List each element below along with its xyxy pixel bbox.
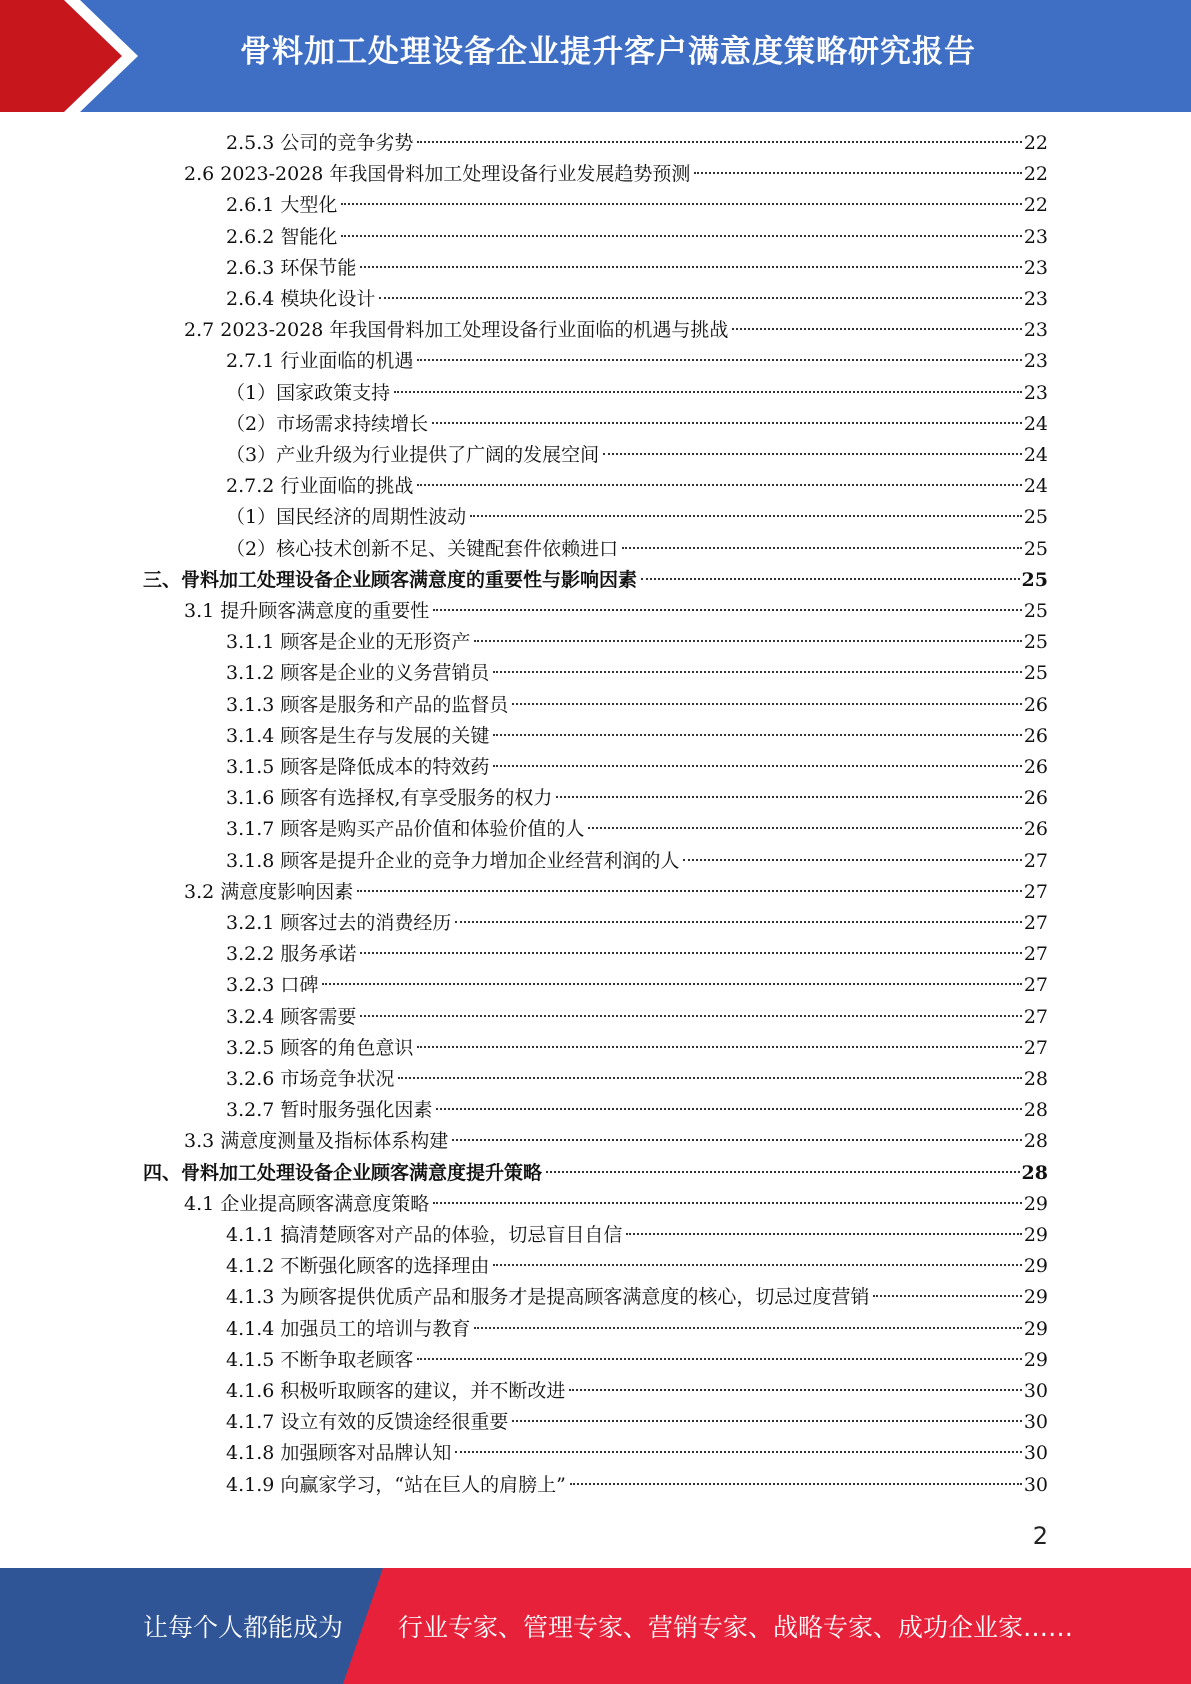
toc-entry-title: 3.1.8 顾客是提升企业的竞争力增加企业经营利润的人 (226, 850, 680, 872)
toc-dot-leader (493, 1264, 1021, 1266)
header-arrow-decoration (0, 0, 160, 112)
toc-dot-leader (433, 1202, 1022, 1204)
toc-entry-title: 3.1.3 顾客是服务和产品的监督员 (226, 694, 509, 716)
toc-entry-title: 3.2.2 服务承诺 (226, 943, 357, 965)
toc-entry[interactable] (226, 846, 1048, 876)
toc-entry-page: 28 (1023, 1130, 1048, 1152)
toc-entry-title: 3.2.4 顾客需要 (226, 1006, 357, 1028)
toc-dot-leader (394, 391, 1022, 393)
toc-entry-title: 4.1.3 为顾客提供优质产品和服务才是提高顾客满意度的核心，切忌过度营销 (226, 1286, 870, 1308)
toc-entry-page: 25 (1023, 506, 1048, 528)
toc-entry[interactable] (226, 783, 1048, 813)
toc-entry-page: 27 (1023, 1037, 1048, 1059)
toc-entry[interactable] (226, 1470, 1048, 1500)
toc-dot-leader (417, 141, 1021, 143)
toc-dot-leader (452, 1139, 1022, 1141)
toc-entry-page: 30 (1023, 1411, 1048, 1433)
toc-entry-page: 25 (1021, 569, 1048, 591)
toc-entry-page: 27 (1023, 943, 1048, 965)
toc-entry-title: 4.1.8 加强顾客对品牌认知 (226, 1442, 452, 1464)
toc-entry-page: 23 (1023, 350, 1048, 372)
toc-entry-page: 23 (1023, 257, 1048, 279)
toc-entry-title: 3.1.1 顾客是企业的无形资产 (226, 631, 471, 653)
toc-entry-title: 3.2 满意度影响因素 (184, 881, 354, 903)
toc-entry-title: 4.1.5 不断争取老顾客 (226, 1349, 414, 1371)
toc-entry[interactable] (226, 1064, 1048, 1094)
toc-entry-title: 三、骨料加工处理设备企业顾客满意度的重要性与影响因素 (143, 569, 638, 591)
toc-entry[interactable] (226, 1095, 1048, 1125)
toc-dot-leader (322, 983, 1021, 985)
toc-entry[interactable] (226, 939, 1048, 969)
toc-entry-title: 2.6.1 大型化 (226, 194, 338, 216)
toc-entry[interactable] (226, 378, 1048, 408)
toc-entry-title: （2）市场需求持续增长 (226, 413, 429, 435)
toc-dot-leader (417, 359, 1021, 361)
toc-entry-page: 26 (1023, 787, 1048, 809)
toc-dot-leader (455, 921, 1021, 923)
toc-entry-page: 29 (1023, 1255, 1048, 1277)
toc-entry-title: 2.6.4 模块化设计 (226, 288, 376, 310)
toc-entry-page: 29 (1023, 1349, 1048, 1371)
toc-entry-title: 3.1.4 顾客是生存与发展的关键 (226, 725, 490, 747)
toc-entry-title: 3.2.5 顾客的角色意识 (226, 1037, 414, 1059)
toc-dot-leader (512, 1420, 1021, 1422)
toc-entry-page: 22 (1023, 163, 1048, 185)
toc-dot-leader (474, 640, 1021, 642)
toc-entry-title: 3.3 满意度测量及指标体系构建 (184, 1130, 449, 1152)
toc-entry-title: 3.1.7 顾客是购买产品价值和体验价值的人 (226, 818, 585, 840)
toc-dot-leader (432, 422, 1022, 424)
toc-entry[interactable] (226, 471, 1048, 501)
toc-entry-title: 2.7 2023-2028 年我国骨料加工处理设备行业面临的机遇与挑战 (184, 319, 729, 341)
toc-entry[interactable] (226, 1251, 1048, 1281)
toc-entry-page: 24 (1023, 444, 1048, 466)
toc-dot-leader (622, 547, 1022, 549)
toc-dot-leader (873, 1295, 1021, 1297)
toc-entry-page: 23 (1023, 319, 1048, 341)
toc-dot-leader (493, 765, 1021, 767)
toc-dot-leader (474, 1327, 1021, 1329)
toc-entry[interactable] (226, 1220, 1048, 1250)
toc-entry-title: 2.7.2 行业面临的挑战 (226, 475, 414, 497)
toc-entry-page: 23 (1023, 226, 1048, 248)
toc-dot-leader (603, 453, 1022, 455)
toc-dot-leader (398, 1077, 1021, 1079)
toc-entry-page: 24 (1023, 413, 1048, 435)
toc-entry-page: 30 (1023, 1442, 1048, 1464)
toc-entry[interactable] (226, 1376, 1048, 1406)
toc-entry-page: 23 (1023, 382, 1048, 404)
toc-dot-leader (641, 578, 1020, 580)
toc-entry-page: 27 (1023, 881, 1048, 903)
toc-entry-title: （3）产业升级为行业提供了广阔的发展空间 (226, 444, 600, 466)
toc-entry[interactable] (226, 970, 1048, 1000)
report-title: 骨料加工处理设备企业提升客户满意度策略研究报告 (240, 34, 976, 70)
toc-entry[interactable] (184, 315, 1048, 345)
toc-dot-leader (360, 1015, 1021, 1017)
toc-entry[interactable] (226, 658, 1048, 688)
toc-entry-title: 四、骨料加工处理设备企业顾客满意度提升策略 (143, 1162, 543, 1184)
toc-entry[interactable] (226, 721, 1048, 751)
toc-entry[interactable] (226, 908, 1048, 938)
toc-dot-leader (341, 235, 1021, 237)
toc-entry[interactable] (226, 627, 1048, 657)
toc-entry-page: 25 (1023, 538, 1048, 560)
toc-dot-leader (694, 172, 1021, 174)
toc-entry-title: 4.1.4 加强员工的培训与教育 (226, 1318, 471, 1340)
toc-dot-leader (433, 609, 1022, 611)
toc-dot-leader (588, 827, 1021, 829)
toc-entry-title: 3.1.6 顾客有选择权,有享受服务的权力 (226, 787, 553, 809)
toc-entry[interactable] (226, 1438, 1048, 1468)
toc-entry-title: 3.1.2 顾客是企业的义务营销员 (226, 662, 490, 684)
toc-entry-page: 28 (1023, 1099, 1048, 1121)
toc-entry[interactable] (226, 534, 1048, 564)
toc-entry-page: 26 (1023, 694, 1048, 716)
toc-entry-page: 22 (1023, 194, 1048, 216)
toc-entry-title: 2.6.2 智能化 (226, 226, 338, 248)
toc-dot-leader (493, 671, 1021, 673)
toc-entry-title: （1）国家政策支持 (226, 382, 391, 404)
toc-dot-leader (379, 297, 1021, 299)
toc-entry[interactable] (226, 814, 1048, 844)
toc-entry-title: 4.1.7 设立有效的反馈途经很重要 (226, 1411, 509, 1433)
toc-entry-page: 25 (1023, 662, 1048, 684)
page-number: 2 (1032, 1522, 1048, 1550)
toc-entry-page: 26 (1023, 818, 1048, 840)
toc-entry-title: 4.1.6 积极听取顾客的建议，并不断改进 (226, 1380, 566, 1402)
toc-dot-leader (357, 890, 1022, 892)
toc-entry-page: 24 (1023, 475, 1048, 497)
toc-entry[interactable] (184, 877, 1048, 907)
toc-entry[interactable] (184, 1189, 1048, 1219)
toc-entry-page: 27 (1023, 974, 1048, 996)
toc-entry-page: 29 (1023, 1224, 1048, 1246)
header-banner (0, 0, 1191, 112)
toc-entry-page: 22 (1023, 132, 1048, 154)
toc-entry[interactable] (226, 690, 1048, 720)
toc-entry-page: 28 (1021, 1162, 1048, 1184)
toc-dot-leader (570, 1483, 1022, 1485)
toc-entry-title: 2.5.3 公司的竞争劣势 (226, 132, 414, 154)
toc-entry[interactable] (226, 284, 1048, 314)
toc-entry-title: 2.6 2023-2028 年我国骨料加工处理设备行业发展趋势预测 (184, 163, 691, 185)
toc-entry[interactable] (226, 502, 1048, 532)
toc-entry-page: 29 (1023, 1286, 1048, 1308)
toc-entry[interactable] (184, 1126, 1048, 1156)
toc-entry[interactable] (143, 565, 1048, 595)
toc-entry-title: 3.2.1 顾客过去的消费经历 (226, 912, 452, 934)
footer-banner (0, 1568, 1191, 1684)
toc-entry[interactable] (226, 190, 1048, 220)
toc-entry-page: 25 (1023, 631, 1048, 653)
toc-dot-leader (417, 484, 1021, 486)
toc-dot-leader (626, 1233, 1021, 1235)
toc-entry-page: 28 (1023, 1068, 1048, 1090)
toc-entry-page: 29 (1023, 1318, 1048, 1340)
toc-dot-leader (512, 703, 1021, 705)
toc-entry-title: （1）国民经济的周期性波动 (226, 506, 467, 528)
toc-entry[interactable] (226, 1002, 1048, 1032)
toc-entry[interactable] (184, 159, 1048, 189)
toc-entry[interactable] (226, 222, 1048, 252)
toc-entry-page: 25 (1023, 600, 1048, 622)
toc-entry[interactable] (143, 1158, 1048, 1188)
toc-entry-page: 29 (1023, 1193, 1048, 1215)
toc-entry[interactable] (226, 253, 1048, 283)
toc-entry-page: 30 (1023, 1474, 1048, 1496)
toc-entry-title: 2.6.3 环保节能 (226, 257, 357, 279)
footer-slogan-left: 让每个人都能成为 (143, 1613, 344, 1642)
toc-entry-title: 3.2.7 暂时服务强化因素 (226, 1099, 433, 1121)
toc-entry-title: 3.1.5 顾客是降低成本的特效药 (226, 756, 490, 778)
toc-dot-leader (683, 859, 1021, 861)
toc-entry-title: 3.2.6 市场竞争状况 (226, 1068, 395, 1090)
toc-dot-leader (341, 203, 1021, 205)
toc-entry[interactable] (226, 1407, 1048, 1437)
toc-entry-page: 27 (1023, 850, 1048, 872)
toc-entry-page: 26 (1023, 756, 1048, 778)
toc-entry-page: 27 (1023, 912, 1048, 934)
toc-entry[interactable] (226, 128, 1048, 158)
toc-entry[interactable] (226, 752, 1048, 782)
toc-dot-leader (417, 1358, 1021, 1360)
toc-entry-title: 3.1 提升顾客满意度的重要性 (184, 600, 430, 622)
toc-dot-leader (360, 266, 1021, 268)
toc-entry[interactable] (226, 409, 1048, 439)
toc-entry[interactable] (226, 1345, 1048, 1375)
toc-entry-title: 3.2.3 口碑 (226, 974, 319, 996)
toc-dot-leader (470, 515, 1022, 517)
toc-dot-leader (455, 1451, 1021, 1453)
toc-entry-title: 4.1.1 搞清楚顾客对产品的体验，切忌盲目自信 (226, 1224, 623, 1246)
toc-entry-title: 4.1.2 不断强化顾客的选择理由 (226, 1255, 490, 1277)
toc-entry-title: （2）核心技术创新不足、关键配套件依赖进口 (226, 538, 619, 560)
toc-entry[interactable] (226, 1033, 1048, 1063)
toc-dot-leader (556, 796, 1021, 798)
toc-dot-leader (436, 1108, 1021, 1110)
toc-dot-leader (360, 952, 1021, 954)
footer-slogan-right: 行业专家、管理专家、营销专家、战略专家、成功企业家…… (398, 1613, 1074, 1642)
toc-entry[interactable] (226, 440, 1048, 470)
toc-entry[interactable] (226, 346, 1048, 376)
toc-entry-page: 23 (1023, 288, 1048, 310)
toc-dot-leader (732, 328, 1021, 330)
toc-dot-leader (417, 1046, 1021, 1048)
toc-entry[interactable] (226, 1282, 1048, 1312)
toc-entry[interactable] (184, 596, 1048, 626)
toc-entry[interactable] (226, 1314, 1048, 1344)
toc-entry-title: 2.7.1 行业面临的机遇 (226, 350, 414, 372)
toc-dot-leader (546, 1171, 1020, 1173)
toc-entry-page: 26 (1023, 725, 1048, 747)
toc-entry-title: 4.1.9 向赢家学习，“站在巨人的肩膀上” (226, 1474, 566, 1496)
toc-dot-leader (493, 734, 1021, 736)
toc-entry-page: 30 (1023, 1380, 1048, 1402)
toc-entry-page: 27 (1023, 1006, 1048, 1028)
toc-dot-leader (569, 1389, 1021, 1391)
toc-entry-title: 4.1 企业提高顾客满意度策略 (184, 1193, 430, 1215)
